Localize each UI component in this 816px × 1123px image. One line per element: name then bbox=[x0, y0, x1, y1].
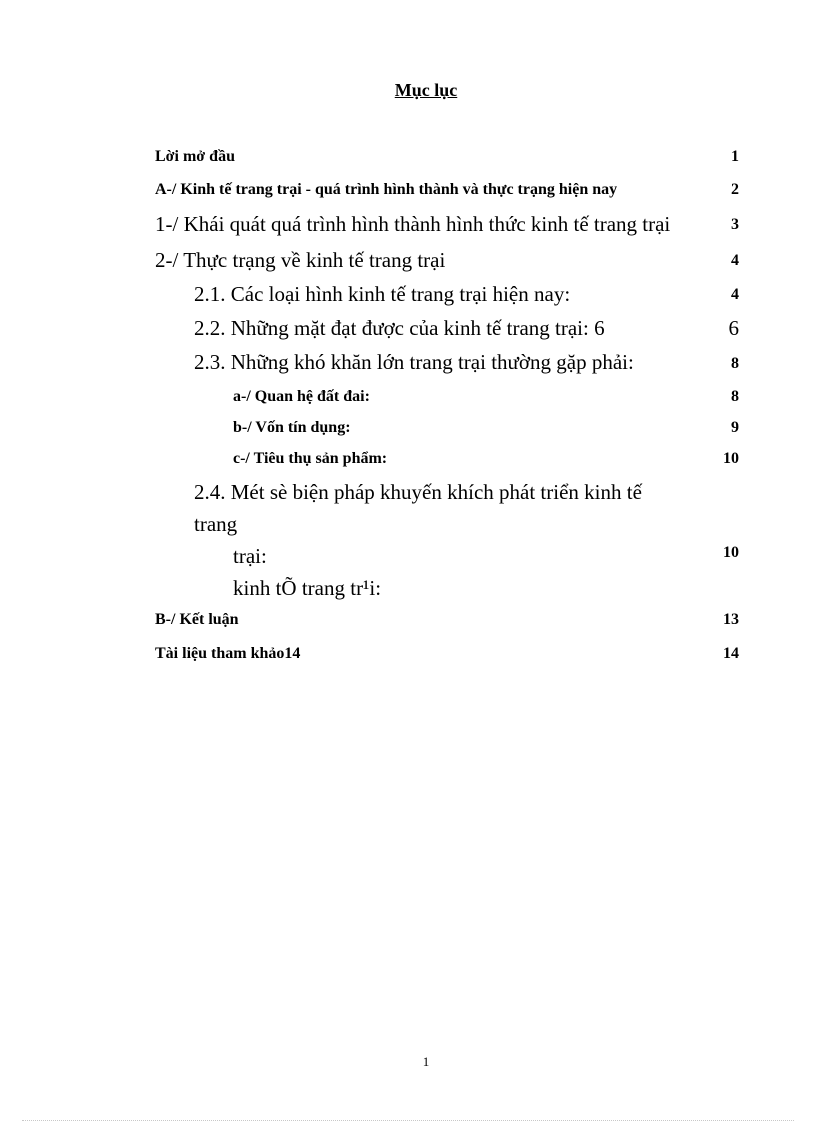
toc-entry-label-continued: trại: bbox=[233, 544, 267, 568]
page-bottom-divider bbox=[22, 1120, 794, 1121]
toc-entry-page: 8 bbox=[731, 388, 739, 405]
toc-entry-page: 4 bbox=[731, 286, 739, 303]
toc-entry-label: Tài liệu tham khảo14 bbox=[155, 645, 301, 662]
toc-entry-page: 2 bbox=[731, 181, 739, 198]
toc-entry-label: Lời mở đầu bbox=[155, 148, 235, 165]
toc-entry bbox=[194, 476, 739, 600]
toc-entry-label: 2.4. Mét sè biện pháp khuyến khích phát triển kinh tế trang bbox=[194, 480, 642, 536]
page-title: Mục lục bbox=[394, 80, 458, 100]
toc-entry-page: 13 bbox=[723, 611, 739, 628]
toc-entry-label: 1-/ Khái quát quá trình hình thành hình thức kinh tế trang trại bbox=[155, 212, 671, 236]
toc-entry-label-block bbox=[194, 476, 684, 604]
toc-entry-label-continued-2: kinh tÕ trang tr¹i: bbox=[233, 576, 382, 600]
footer-page-number: 1 bbox=[422, 1054, 430, 1069]
toc-entry-page: 10 bbox=[723, 450, 739, 467]
toc-entry-page: 4 bbox=[731, 252, 739, 269]
toc-entry-label: 2.3. Những khó khăn lớn trang trại thường gặp phải: bbox=[194, 350, 634, 374]
toc-entry-label: B-/ Kết luận bbox=[155, 611, 239, 628]
toc-entry-page: 9 bbox=[731, 419, 739, 436]
toc-entry-label: 2.2. Những mặt đạt được của kinh tế trang trại: 6 bbox=[194, 316, 605, 340]
toc-entry-page: 1 bbox=[731, 148, 739, 165]
toc-entry-page: 3 bbox=[731, 216, 739, 233]
toc-entry-label: b-/ Vốn tín dụng: bbox=[233, 419, 351, 436]
toc-entry-label: a-/ Quan hệ đất đai: bbox=[233, 388, 370, 405]
toc-entry-label: 2-/ Thực trạng về kinh tế trang trại bbox=[155, 248, 446, 272]
toc-entry-page: 6 bbox=[728, 316, 739, 340]
toc-entry-label: A-/ Kinh tế trang trại - quá trình hình thành và thực trạng hiện nay bbox=[155, 181, 618, 198]
toc-entry-page: 10 bbox=[723, 544, 739, 561]
toc-entry-label: c-/ Tiêu thụ sản phẩm: bbox=[233, 450, 388, 467]
toc-entry-label: 2.1. Các loại hình kinh tế trang trại hiện nay: bbox=[194, 282, 571, 306]
toc-entry-page: 14 bbox=[723, 645, 739, 662]
toc-entry-page: 8 bbox=[731, 355, 739, 372]
